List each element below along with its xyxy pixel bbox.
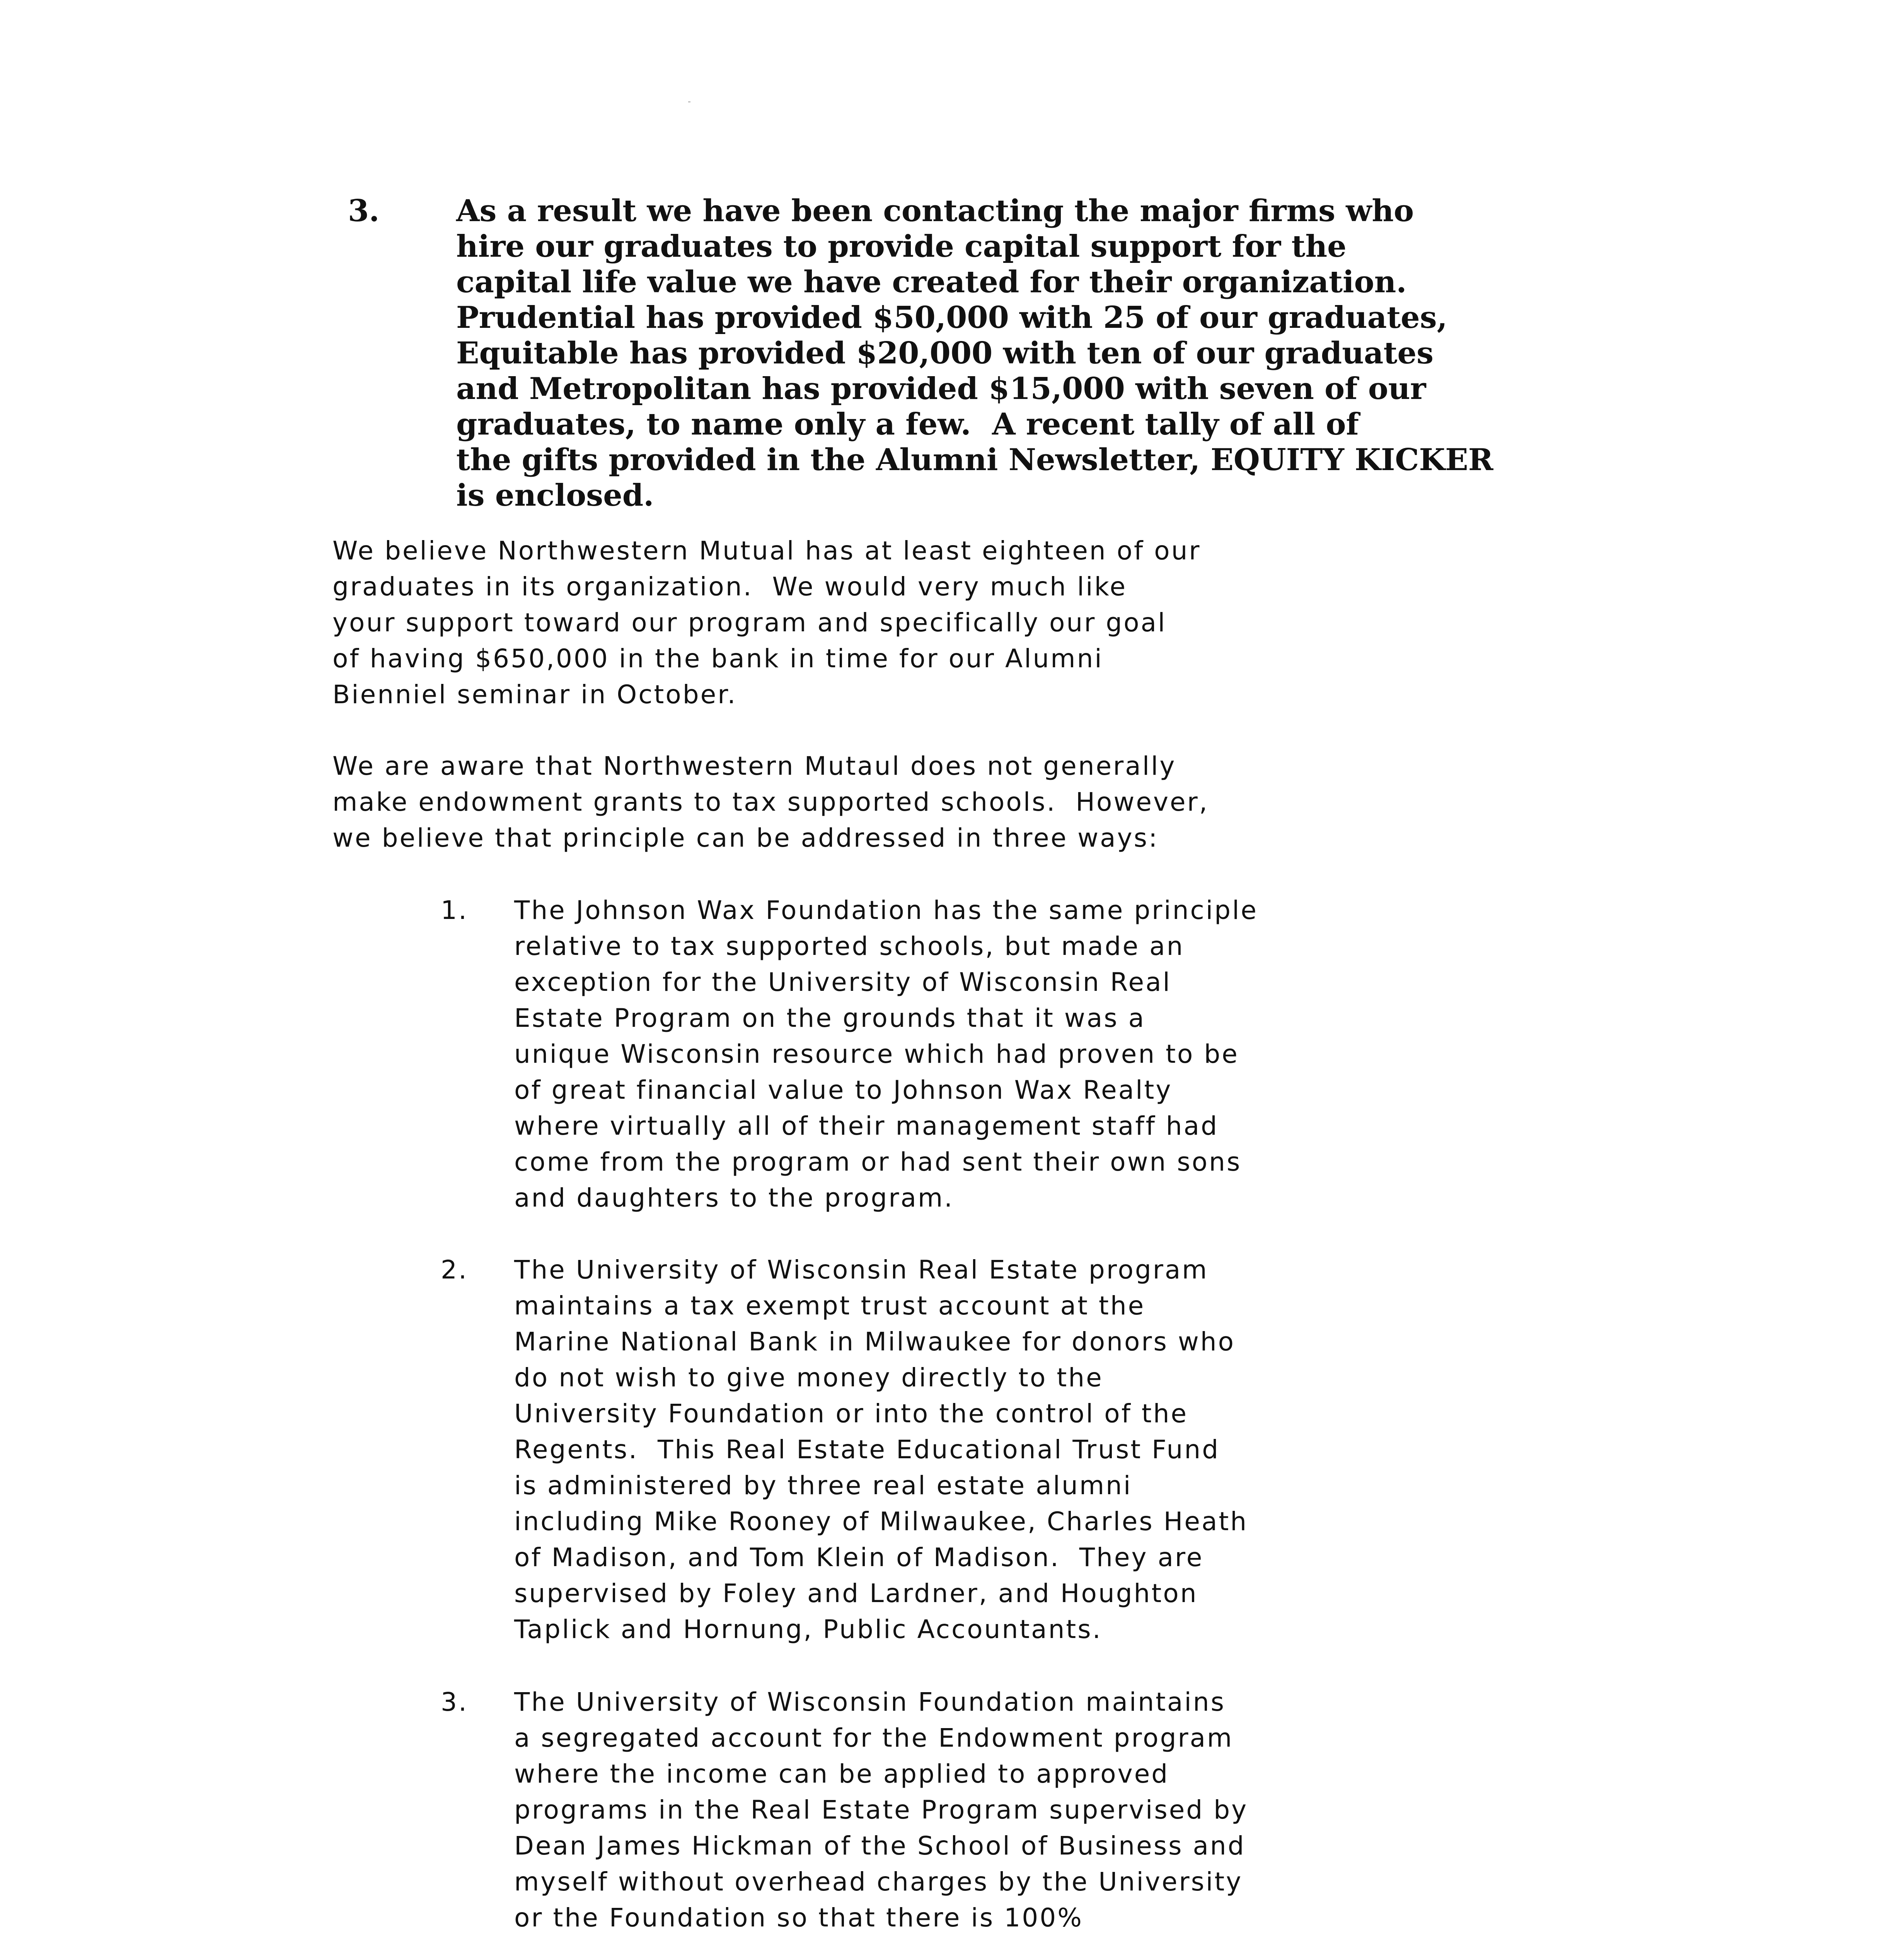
- way-3-text: The University of Wisconsin Foundation maintains a segregated account for the Endowment program where the income can be applied to approved programs in the Real Estate Program supervised by Dean James Hickman of the School of Business and myself without overhead charges by the University or the Foundation so that there is 100%: [514, 1687, 1248, 1933]
- way-1-text: The Johnson Wax Foundation has the same principle relative to tax supported schools, but made an exception for the University of Wisconsin Real Estate Program on the grounds that it was a unique Wisconsin resource which had proven to be of great financial value to Johnson Wax Realty where virtually all of their management staff had come from the program or had sent their own sons and daughters to the program.: [514, 895, 1258, 1213]
- way-2-text: The University of Wisconsin Real Estate program maintains a tax exempt trust account at the Marine National Bank in Milwaukee for donors who do not wish to give money directly to the University Foundation or into the control of the Regents. This Real Estate Educational Trust Fund is administered by three real estate alumni including Mike Rooney of Milwaukee, Charles Heath of Madison, and Tom Klein of Madison. They are supervised by Foley and Lardner, and Houghton Taplick and Hornung, Public Accountants.: [514, 1255, 1248, 1644]
- paragraph-endowment-grants: We are aware that Northwestern Mutaul does not generally make endowment grants to tax supported schools. However, we believe that principle can be addressed in three ways:: [332, 751, 1209, 853]
- way-1-number: 1.: [441, 895, 468, 925]
- way-2-number: 2.: [441, 1255, 468, 1285]
- scan-speck: [688, 101, 690, 102]
- point-3-text: As a result we have been contacting the major firms who hire our graduates to provide capital support for the capital life value we have created for their organization. Prudential has provided $50,000 with 25 of our graduates, Equitable has provided $20,000 with ten of our graduates and Metropolitan has provided $15,000 with seven of our graduates, to name only a few. A recent tally of all of the gifts provided in the Alumni Newsletter, EQUITY KICKER is enclosed.: [456, 193, 1493, 513]
- point-3-number: 3.: [348, 193, 380, 228]
- way-3-number: 3.: [441, 1687, 468, 1717]
- paragraph-northwestern-graduates: We believe Northwestern Mutual has at least eighteen of our graduates in its organization. We would very much like your support toward our program and specifically our goal of having $650,000 in the bank in time for our Alumni Bienniel seminar in October.: [332, 536, 1201, 709]
